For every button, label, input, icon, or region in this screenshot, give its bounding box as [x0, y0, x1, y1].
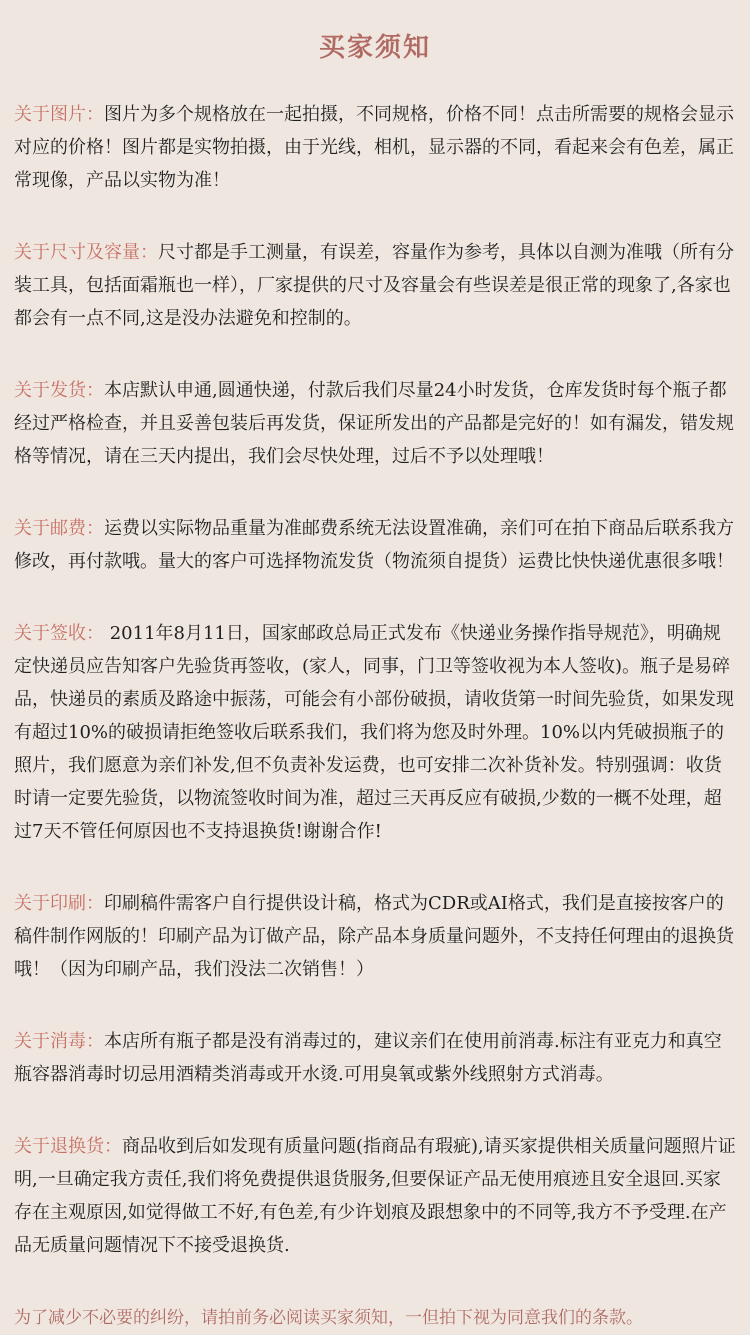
section-signing [14, 617, 736, 848]
page-title: 买家须知 [318, 33, 431, 63]
section-text: 尺寸都是手工测量，有误差，容量作为参考，具体以自测为准哦（所有分装工具，包括面霜瓶也一样），厂家提供的尺寸及容量会有些误差是很正常的现象了,各家也都会有一点不同,这是没办法避免和控制的。 [14, 242, 734, 329]
section-text: 本店所有瓶子都是没有消毒过的，建议亲们在使用前消毒.标注有亚克力和真空瓶容器消毒时切忌用酒精类消毒或开水烫.可用臭氧或紫外线照射方式消毒。 [14, 1031, 722, 1085]
section-label: 关于尺寸及容量： [14, 242, 158, 263]
section-text: 商品收到后如发现有质量问题(指商品有瑕疵),请买家提供相关质量问题照片证明,一旦确定我方责任,我们将免费提供退货服务,但要保证产品无使用痕迹且安全退回.买家存在主观原因,如觉得做工不好,有色差,有少许划痕及跟想象中的不同等,我方不予受理.在产品无质量问题情况下不接受退换货. [14, 1136, 736, 1256]
section-text: 运费以实际物品重量为准邮费系统无法设置准确，亲们可在拍下商品后联系我方修改，再付款哦。量大的客户可选择物流发货（物流须自提货）运费比快快递优惠很多哦！ [14, 518, 734, 572]
section-disinfection [14, 1025, 736, 1091]
section-postage [14, 512, 736, 578]
section-returns [14, 1130, 736, 1262]
section-printing [14, 887, 736, 986]
section-label: 关于退换货： [14, 1136, 122, 1157]
section-size-capacity [14, 236, 736, 335]
section-text: 2011年8月11日，国家邮政总局正式发布《快递业务操作指导规范》，明确规定快递员应告知客户先验货再签收，(家人，同事，门卫等签收视为本人签收)。瓶子是易碎品，快递员的素质及路途中振荡，可能会有小部份破损，请收货第一时间先验货，如果发现有超过10%的破损请拒绝签收后联系我们，我们将为您及时外理。10%以内凭破损瓶子的照片，我们愿意为亲们补发,但不负责补发运费，也可安排二次补货补发。特别强调：收货时请一定要先验货，以物流签收时间为准，超过三天再反应有破损,少数的一概不处理，超过7天不管任何原因也不支持退换货!谢谢合作! [14, 623, 734, 842]
section-text: 本店默认申通,圆通快递，付款后我们尽量24小时发货，仓库发货时每个瓶子都经过严格检查，并且妥善包装后再发货，保证所发出的产品都是完好的！如有漏发，错发规格等情况，请在三天内提出，我们会尽快处理，过后不予以处理哦！ [14, 380, 734, 467]
section-pictures [14, 98, 736, 197]
section-text: 图片为多个规格放在一起拍摄，不同规格，价格不同！点击所需要的规格会显示对应的价格！图片都是实物拍摄，由于光线，相机，显示器的不同，看起来会有色差，属正常现像，产品以实物为准！ [14, 104, 734, 191]
section-text: 印刷稿件需客户自行提供设计稿，格式为CDR或AI格式，我们是直接按客户的稿件制作网版的！印刷产品为订做产品，除产品本身质量问题外，不支持任何理由的退换货哦！（因为印刷产品，我们没法二次销售！） [14, 893, 734, 980]
section-label: 关于消毒： [14, 1031, 104, 1052]
closing-notice: 为了减少不必要的纠纷，请拍前务必阅读买家须知，一但拍下视为同意我们的条款。 [14, 1308, 643, 1328]
section-shipping [14, 374, 736, 473]
section-label: 关于印刷： [14, 893, 104, 914]
section-label: 关于发货： [14, 380, 104, 401]
section-label: 关于签收： [14, 623, 104, 644]
section-label: 关于邮费： [14, 518, 104, 539]
section-label: 关于图片： [14, 104, 104, 125]
